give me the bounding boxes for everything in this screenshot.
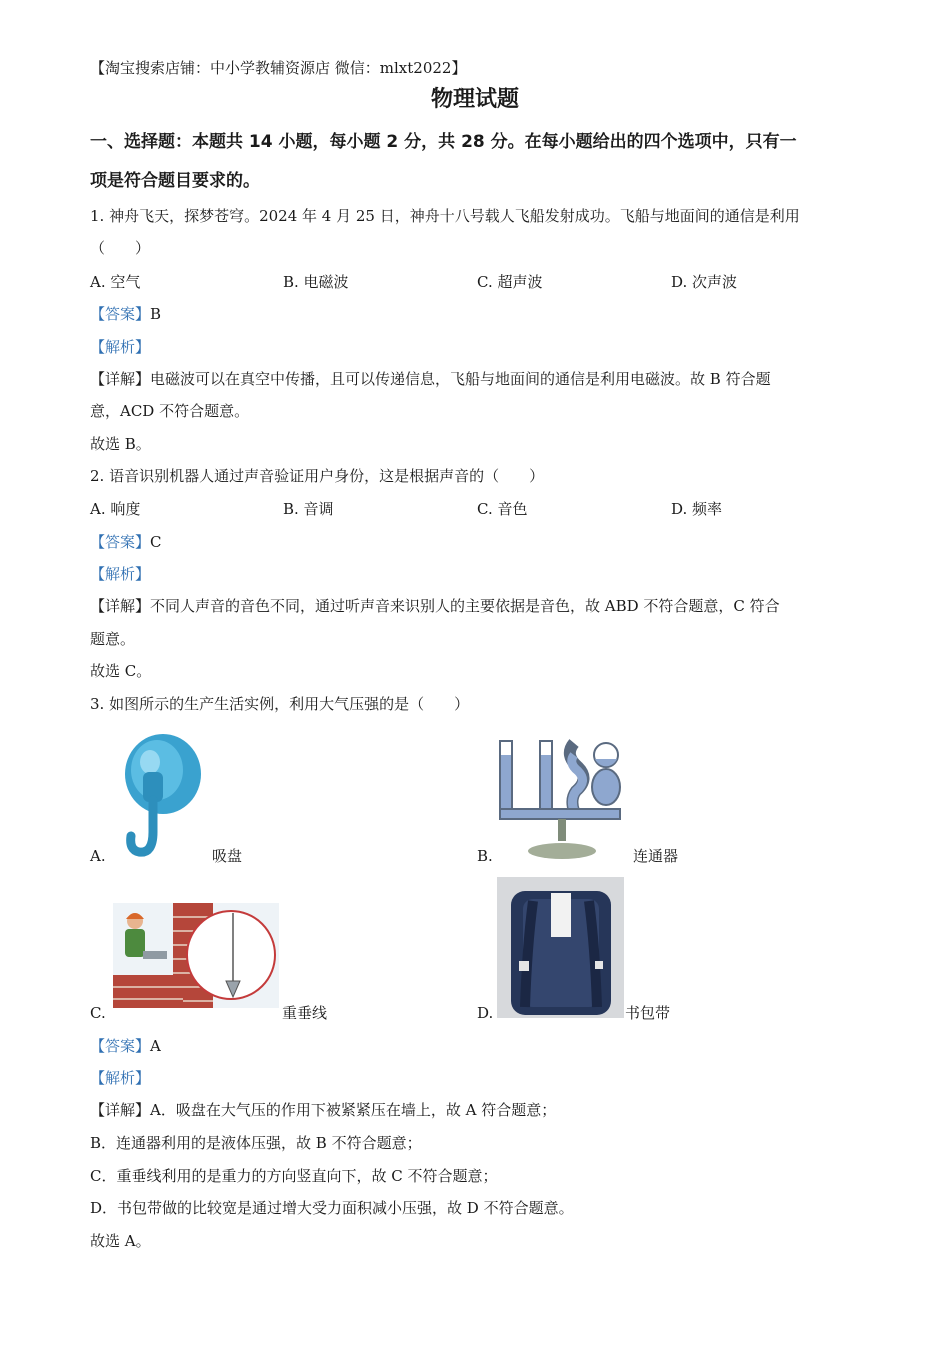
q2-option-b: B. 音调 [283,500,334,518]
q2-detail-text: 不同人声音的音色不同，通过听声音来识别人的主要依据是音色，故 ABD 不符合题意，C 符合 [150,597,780,615]
q3-detail-c: C．重垂线利用的是重力的方向竖直向下，故 C 不符合题意； [90,1167,498,1185]
q2-detail-line2: 题意。 [90,630,136,648]
answer-tag: 【答案】 [90,1037,151,1055]
answer-tag: 【答案】 [90,305,151,323]
q1-stem-blank: （ ） [90,239,151,257]
q3-option-b-letter: B. [477,847,493,865]
connected-vessels-image [494,735,634,863]
q2-answer-value: C [150,533,162,551]
q1-option-a: A. 空气 [90,273,141,291]
q1-analysis-tag: 【解析】 [90,338,151,356]
backpack-image [497,877,624,1018]
q3-option-c-caption: 重垂线 [282,1004,328,1022]
suction-cup-image [105,732,205,860]
detail-tag: 【详解】 [90,370,151,388]
section-heading-line1: 一、选择题：本题共 14 小题，每小题 2 分，共 28 分。在每小题给出的四个选项中，只有一 [90,132,797,152]
q3-answer [90,1036,161,1056]
header-note: 【淘宝搜索店铺：中小学教辅资源店 微信：mlxt2022】 [90,59,467,77]
q3-option-a-letter: A. [90,847,106,865]
q1-option-d: D. 次声波 [671,273,738,291]
q1-detail-line2: 意，ACD 不符合题意。 [90,402,250,420]
q2-answer [90,532,162,552]
q1-stem: 1. 神舟飞天，探梦苍穹。2024 年 4 月 25 日，神舟十八号载人飞船发射成功。飞船与地面间的通信是利用 [90,207,800,225]
q2-option-a: A. 响度 [90,500,141,518]
q2-option-c: C. 音色 [477,500,528,518]
page-title: 物理试题 [430,87,519,112]
q3-detail-d: D．书包带做的比较宽是通过增大受力面积减小压强，故 D 不符合题意。 [90,1199,574,1217]
q3-detail-a-text: A．吸盘在大气压的作用下被紧紧压在墙上，故 A 符合题意； [150,1101,557,1119]
q3-analysis-tag: 【解析】 [90,1069,151,1087]
q1-option-c: C. 超声波 [477,273,543,291]
q3-detail-a [90,1100,556,1120]
q2-conclusion: 故选 C。 [90,662,152,680]
q1-detail-text: 电磁波可以在真空中传播，且可以传递信息，飞船与地面间的通信是利用电磁波。故 B 符合题 [150,370,771,388]
q3-detail-b: B．连通器利用的是液体压强，故 B 不符合题意； [90,1134,422,1152]
section-heading-line2: 项是符合题目要求的。 [90,171,260,191]
q3-conclusion: 故选 A。 [90,1232,151,1250]
answer-tag: 【答案】 [90,533,151,551]
q1-answer-value: B [150,305,162,323]
q3-option-b-caption: 连通器 [633,847,679,865]
q2-stem: 2. 语音识别机器人通过声音验证用户身份，这是根据声音的（ ） [90,467,545,485]
q3-option-d-letter: D. [477,1004,494,1022]
q1-detail [90,369,771,389]
q3-option-d-caption: 书包带 [625,1004,671,1022]
detail-tag: 【详解】 [90,597,151,615]
q3-answer-value: A [150,1037,161,1055]
q3-stem: 3. 如图所示的生产生活实例，利用大气压强的是（ ） [90,695,470,713]
q1-answer [90,304,161,324]
q1-conclusion: 故选 B。 [90,435,151,453]
q1-option-b: B. 电磁波 [283,273,349,291]
q3-option-c-letter: C. [90,1004,106,1022]
plumb-line-image [113,903,279,1008]
q2-analysis-tag: 【解析】 [90,565,151,583]
q2-option-d: D. 频率 [671,500,723,518]
detail-tag: 【详解】 [90,1101,151,1119]
q2-detail [90,596,780,616]
q3-option-a-caption: 吸盘 [212,847,243,865]
